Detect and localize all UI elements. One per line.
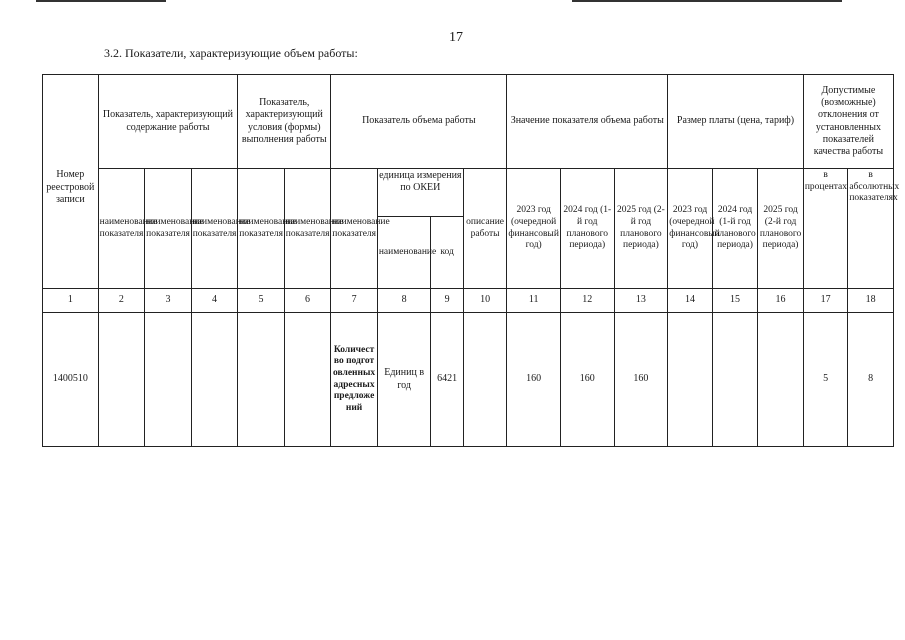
column-number: 15: [712, 289, 758, 313]
header-value-group: Значение показателя объема работы: [507, 75, 668, 169]
cell-condition-2: [284, 313, 331, 447]
cell-condition-1: [238, 313, 285, 447]
scan-edge-line: [572, 0, 842, 2]
cell-deviation-absolute: 8: [848, 313, 894, 447]
cell-unit-code: 6421: [431, 313, 463, 447]
column-number: 7: [331, 289, 378, 313]
header-fee-2024: 2024 год (1-й год планового периода): [712, 169, 758, 289]
header-conditions-group: Показатель, характеризующий условия (формы) выполнения работы: [238, 75, 331, 169]
header-content-name-1: наименование показателя: [98, 169, 145, 289]
column-number: 8: [377, 289, 431, 313]
cell-fee-2024: [712, 313, 758, 447]
column-number-row: [43, 289, 894, 313]
cell-value-2023: 160: [507, 313, 561, 447]
header-description: описание работы: [463, 169, 507, 289]
header-value-2025: 2025 год (2-й год планового периода): [614, 169, 668, 289]
column-number: 6: [284, 289, 331, 313]
header-deviation-absolute: в абсолютных показателях: [848, 169, 894, 289]
table-row: [43, 313, 894, 447]
header-condition-name-1: наименование показателя: [238, 169, 285, 289]
header-volume-group: Показатель объема работы: [331, 75, 507, 169]
column-number: 16: [758, 289, 804, 313]
header-row-sub: [43, 169, 894, 217]
cell-registry-number: 1400510: [43, 313, 99, 447]
header-condition-name-2: наименование показателя: [284, 169, 331, 289]
column-number: 3: [145, 289, 192, 313]
column-number: 12: [560, 289, 614, 313]
header-unit-code: код: [431, 217, 463, 289]
cell-description: [463, 313, 507, 447]
column-number: 9: [431, 289, 463, 313]
work-volume-table: [42, 74, 900, 447]
column-number: 17: [803, 289, 848, 313]
cell-value-2024: 160: [560, 313, 614, 447]
column-number: 2: [98, 289, 145, 313]
column-number: 10: [463, 289, 507, 313]
header-value-2024: 2024 год (1-й год планового периода): [560, 169, 614, 289]
column-number: 13: [614, 289, 668, 313]
column-number: 14: [668, 289, 713, 313]
cell-content-2: [145, 313, 192, 447]
header-content-name-3: наименование показателя: [191, 169, 238, 289]
header-fee-group: Размер платы (цена, тариф): [668, 75, 804, 169]
header-fee-2023: 2023 год (очередной финансовый год): [668, 169, 713, 289]
section-title: 3.2. Показатели, характеризующие объем работы:: [104, 46, 358, 60]
page-number: 17: [449, 30, 463, 45]
header-content-group: Показатель, характеризующий содержание работы: [98, 75, 238, 169]
header-fee-2025: 2025 год (2-й год планового периода): [758, 169, 804, 289]
header-value-2023: 2023 год (очередной финансовый год): [507, 169, 561, 289]
cell-fee-2023: [668, 313, 713, 447]
header-content-name-2: наименование показателя: [145, 169, 192, 289]
cell-unit-name: Единиц в год: [377, 313, 431, 447]
cell-deviation-percent: 5: [803, 313, 848, 447]
header-volume-indicator-name: наименование показателя: [331, 169, 378, 289]
cell-value-2025: 160: [614, 313, 668, 447]
cell-fee-2025: [758, 313, 804, 447]
header-deviation-percent: в процентах: [803, 169, 848, 289]
header-deviation-group: Допустимые (возможные) отклонения от установленных показателей качества работы: [803, 75, 893, 169]
cell-content-3: [191, 313, 238, 447]
column-number: 5: [238, 289, 285, 313]
column-number: 4: [191, 289, 238, 313]
header-unit-name: наименование: [377, 217, 431, 289]
cell-indicator-name: Количество подготовленных адресных предложений: [331, 313, 378, 447]
cell-content-1: [98, 313, 145, 447]
column-number: 11: [507, 289, 561, 313]
header-registry-number: Номер реестровой записи: [43, 75, 99, 289]
header-unit-group: единица измерения по ОКЕИ: [377, 169, 463, 217]
column-number: 1: [43, 289, 99, 313]
scan-edge-line: [36, 0, 166, 2]
header-row-groups: [43, 75, 894, 169]
column-number: 18: [848, 289, 894, 313]
